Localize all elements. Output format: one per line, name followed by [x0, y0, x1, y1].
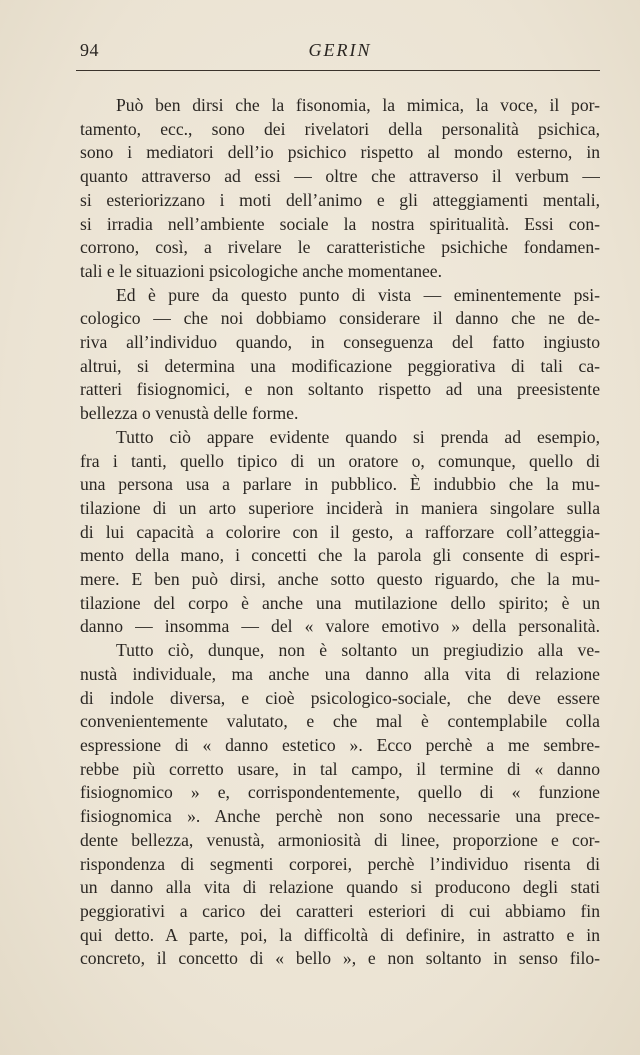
page-header [80, 38, 600, 68]
text-line: Può ben dirsi che la fisonomia, la mimica, la voce, il por- [116, 95, 600, 115]
text-line: si irradia nell’ambiente sociale la nostra spiritualità. Essi con- [80, 213, 600, 234]
text-line: dente bellezza, venustà, armoniosità di linee, proporzione e cor- [80, 829, 600, 850]
header-rule [76, 70, 600, 71]
text-line: cologico — che noi dobbiamo considerare il danno che ne de- [80, 308, 600, 329]
text-line: di indole diversa, e cioè psicologico-sociale, che deve essere [80, 687, 600, 708]
text-line: mere. E ben può dirsi, anche sotto questo riguardo, che la mu- [80, 569, 600, 590]
text-line: espressione di « danno estetico ». Ecco perchè a me sembre- [80, 734, 600, 755]
paragraph-1 [80, 94, 600, 284]
text-line: fisiognomica ». Anche perchè non sono necessarie una prece- [80, 806, 600, 827]
text-line: nustà individuale, ma anche una danno alla vita di relazione [80, 663, 600, 684]
text-line: qui detto. A parte, poi, la difficoltà di definire, in astratto e in [80, 924, 600, 945]
page-number: 94 [80, 40, 99, 60]
text-line: una persona usa a parlare in pubblico. È indubbio che la mu- [80, 474, 600, 495]
text-line: altrui, si determina una modificazione peggiorativa di tali ca- [80, 355, 600, 376]
text-line: Tutto ciò, dunque, non è soltanto un pregiudizio alla ve- [116, 640, 600, 661]
text-line: mento della mano, i concetti che la parola gli consente di espri- [80, 545, 600, 566]
paragraph-4 [80, 639, 600, 971]
text-line: rebbe più corretto usare, in tal campo, il termine di « danno [80, 758, 600, 779]
text-line: ratteri fisiognomici, e non soltanto rispetto ad una preesistente [80, 379, 600, 400]
text-line: tilazione del corpo è anche una mutilazione dello spirito; è un [80, 592, 600, 613]
text-line: convenientemente valutato, e che mal è contemplabile colla [80, 711, 600, 732]
text-line: un danno alla vita di relazione quando si producono degli stati [80, 877, 600, 898]
body-text [80, 94, 600, 971]
text-line: tamento, ecc., sono dei rivelatori della personalità psichica, [80, 118, 600, 139]
running-head: GERIN [308, 40, 372, 60]
paragraph-2 [80, 284, 600, 426]
text-line: si esteriorizzano i moti dell’animo e gli atteggiamenti mentali, [80, 189, 600, 210]
text-line: danno — insomma — del « valore emotivo » della personalità. [80, 616, 600, 637]
text-line: Tutto ciò appare evidente quando si prenda ad esempio, [116, 426, 600, 447]
text-line: sono i mediatori dell’io psichico rispetto al mondo esterno, in [80, 142, 600, 163]
text-line: Ed è pure da questo punto di vista — eminentemente psi- [116, 284, 600, 305]
text-line: bellezza o venustà delle forme. [80, 403, 299, 424]
text-line: fisiognomico » e, corrispondentemente, quello di « funzione [80, 782, 600, 803]
text-line: tali e le situazioni psicologiche anche momentanee. [80, 260, 443, 281]
text-line: rispondenza di segmenti corporei, perchè l’individuo risenta di [80, 853, 600, 874]
text-line: tilazione di un arto superiore inciderà in maniera singolare sulla [80, 497, 600, 518]
text-line: peggiorativi a carico dei caratteri esteriori di cui abbiamo fin [80, 900, 600, 921]
paragraph-3 [80, 426, 600, 639]
text-line: riva all’individuo quando, in conseguenza del fatto ingiusto [80, 332, 600, 353]
text-line: quanto attraverso ad essi — oltre che attraverso il verbum — [80, 166, 600, 187]
text-line: di lui capacità a colorire con il gesto, a rafforzare coll’atteggia- [80, 521, 600, 542]
text-line: corrono, così, a rivelare le caratteristiche psichiche fondamen- [80, 237, 600, 258]
text-line: fra i tanti, quello tipico di un oratore o, comunque, quello di [80, 450, 600, 471]
text-line: concreto, il concetto di « bello », e non soltanto in senso filo- [80, 948, 600, 969]
